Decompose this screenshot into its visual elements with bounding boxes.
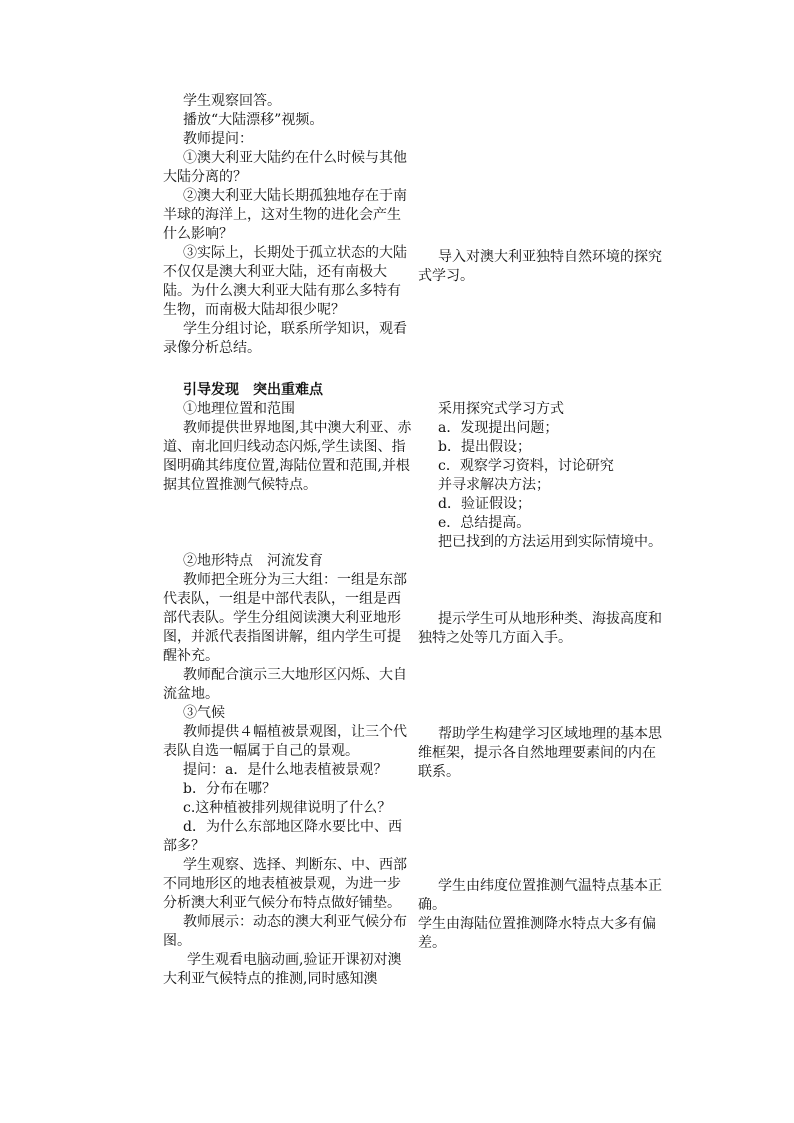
left-block-terrain-climate [163, 552, 413, 989]
paragraph: 学生观察回答。 [183, 93, 281, 109]
paragraph: 教师把全班分为三大组：一组是东部代表队，一组是中部代表队，一组是西部代表队。学生分组阅读澳大利亚地形图，并派代表指图讲解，组内学生可提醒补充。 [163, 572, 407, 664]
paragraph: 教师展示：动态的澳大利亚气候分布图。 [163, 914, 407, 949]
question-1: ①澳大利亚大陆约在什么时候与其他大陆分离的？ [163, 150, 407, 185]
paragraph: 学生观察、选择、判断东、中、西部不同地形区的地表植被景观，为进一步分析澳大利亚气候分布特点做好铺垫。 [163, 857, 407, 911]
right-note-3 [418, 725, 663, 782]
method-step: 并寻求解决方法； [438, 477, 550, 493]
subheading-terrain: ②地形特点 河流发育 [183, 553, 323, 569]
paragraph: 教师配合演示三大地形区闪烁、大自流盆地。 [163, 667, 407, 702]
question-b: b．分布在哪？ [183, 781, 276, 797]
paragraph: 学生观看电脑动画,验证开课初对澳大利亚气候特点的推测,同时感知澳 [163, 952, 402, 987]
question-a: 提问：a．是什么地表植被景观？ [183, 762, 388, 778]
method-step: e．总结提高。 [438, 515, 531, 531]
paragraph: 教师提供世界地图,其中澳大利亚、赤道、南北回归线动态闪烁,学生读图、指图明确其纬度位置,海陆位置和范围,并根据其位置推测气候特点。 [163, 420, 412, 493]
teaching-note: 学生由海陆位置推测降水特点大多有偏差。 [418, 916, 656, 951]
paragraph: 播放“大陆漂移”视频。 [183, 112, 324, 128]
method-step: d．验证假设； [438, 496, 531, 512]
question-c: c.这种植被排列规律说明了什么？ [183, 800, 392, 816]
teaching-note: 提示学生可从地形种类、海拔高度和独特之处等几方面入手。 [418, 611, 662, 646]
right-note-1 [418, 248, 663, 286]
teaching-note: 帮助学生构建学习区域地理的基本思维框架，提示各自然地理要素间的内在联系。 [418, 726, 662, 780]
left-column [163, 92, 413, 358]
teaching-note: 学生由纬度位置推测气温特点基本正确。 [418, 878, 662, 913]
question-d: d．为什么东部地区降水要比中、西部多？ [163, 819, 402, 854]
teaching-note: 导入对澳大利亚独特自然环境的探究式学习。 [418, 249, 662, 284]
right-method [418, 400, 663, 552]
method-step: b．提出假设； [438, 439, 531, 455]
method-title: 采用探究式学习方式 [438, 401, 564, 417]
subheading-location: ①地理位置和范围 [183, 401, 295, 417]
method-end: 把已找到的方法运用到实际情境中。 [438, 534, 662, 550]
section-heading-container [163, 381, 413, 400]
left-block-geography [163, 400, 413, 495]
question-2: ②澳大利亚大陆长期孤独地存在于南半球的海洋上，这对生物的进化会产生什么影响？ [163, 188, 407, 242]
section-heading: 引导发现 突出重难点 [183, 382, 323, 398]
question-3: ③实际上，长期处于孤立状态的大陆不仅仅是澳大利亚大陆，还有南极大陆。为什么澳大利亚大陆有那么多特有生物，而南极大陆却很少呢？ [163, 245, 407, 318]
paragraph: 学生分组讨论，联系所学知识，观看录像分析总结。 [163, 321, 407, 356]
method-step: a．发现提出问题； [438, 420, 559, 436]
paragraph: 教师提供４幅植被景观图，让三个代表队自选一幅属于自己的景观。 [163, 724, 407, 759]
subheading-climate: ③气候 [183, 705, 225, 721]
right-note-4 [418, 877, 663, 953]
method-step: c．观察学习资料，讨论研究 [438, 458, 614, 474]
paragraph: 教师提问： [183, 131, 253, 147]
right-note-2 [418, 610, 663, 648]
